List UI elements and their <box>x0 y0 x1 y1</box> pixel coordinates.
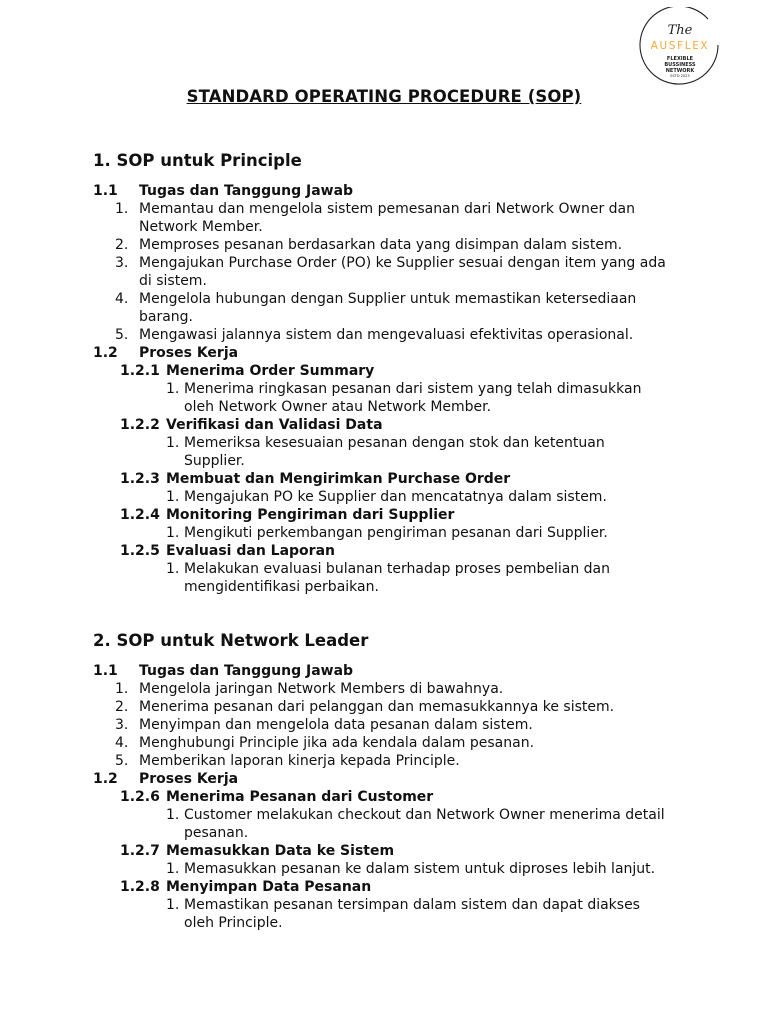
logo-line-3: NETWORK <box>665 68 695 74</box>
subsection-number: 1.1 <box>93 183 118 199</box>
step-label: Verifikasi dan Validasi Data <box>166 417 383 433</box>
step-number: 1.2.6 <box>120 789 160 805</box>
step-item <box>93 380 693 398</box>
item-number: 5. <box>115 753 129 769</box>
item-number: 4. <box>115 291 129 307</box>
step-item-continuation: pesanan. <box>184 825 249 841</box>
step-label: Menerima Pesanan dari Customer <box>166 789 434 805</box>
step-item <box>93 560 693 578</box>
item-text: Mengelola jaringan Network Members di bawahnya. <box>139 681 504 697</box>
step-number: 1.2.8 <box>120 879 160 895</box>
list-item <box>93 326 693 344</box>
subsection-heading <box>93 182 693 200</box>
list-item <box>93 716 693 734</box>
list-item <box>93 200 693 218</box>
subsection-heading <box>93 770 693 788</box>
item-text: Menyimpan dan mengelola data pesanan dalam sistem. <box>139 717 533 733</box>
step-heading <box>93 506 693 524</box>
item-number: 4. <box>115 735 129 751</box>
item-number: 1. <box>115 681 129 697</box>
step-number: 1.2.7 <box>120 843 160 859</box>
item-text: Melakukan evaluasi bulanan terhadap proses pembelian dan <box>184 561 611 577</box>
item-number: 1. <box>166 525 180 541</box>
section-principle <box>93 151 693 596</box>
step-item <box>93 488 693 506</box>
step-label: Menerima Order Summary <box>166 363 375 379</box>
item-number: 1. <box>166 897 180 913</box>
subsection-number: 1.2 <box>93 345 118 361</box>
item-text: Memasukkan pesanan ke dalam sistem untuk diproses lebih lanjut. <box>184 861 656 877</box>
step-heading <box>93 416 693 434</box>
list-item-continuation: barang. <box>139 309 194 325</box>
step-item-continuation: oleh Network Owner atau Network Member. <box>184 399 492 415</box>
item-text: Memberikan laporan kinerja kepada Principle. <box>139 753 460 769</box>
step-number: 1.2.4 <box>120 507 160 523</box>
step-number: 1.2.5 <box>120 543 160 559</box>
subsection-heading <box>93 662 693 680</box>
item-text: Mengawasi jalannya sistem dan mengevaluasi efektivitas operasional. <box>139 327 634 343</box>
item-text: Menerima pesanan dari pelanggan dan memasukkannya ke sistem. <box>139 699 615 715</box>
logo-brand-text: AUSFLEX <box>650 40 710 52</box>
item-number: 2. <box>115 237 129 253</box>
list-item <box>93 236 693 254</box>
subsection-label: Proses Kerja <box>139 771 239 787</box>
step-item <box>93 860 693 878</box>
item-text: Memastikan pesanan tersimpan dalam sistem dan dapat diakses <box>184 897 640 913</box>
logo-line-2: BUSSINESS <box>664 62 696 68</box>
item-text: Mengelola hubungan dengan Supplier untuk memastikan ketersediaan <box>139 291 637 307</box>
item-number: 1. <box>166 381 180 397</box>
item-number: 1. <box>166 861 180 877</box>
subsection-number: 1.1 <box>93 663 118 679</box>
step-item-continuation: Supplier. <box>184 453 245 469</box>
step-number: 1.2.3 <box>120 471 160 487</box>
item-number: 1. <box>166 435 180 451</box>
step-label: Menyimpan Data Pesanan <box>166 879 372 895</box>
step-item-continuation: mengidentifikasi perbaikan. <box>184 579 379 595</box>
section-heading: 1. SOP untuk Principle <box>93 151 302 170</box>
step-heading <box>93 878 693 896</box>
step-item <box>93 524 693 542</box>
item-text: Mengajukan Purchase Order (PO) ke Supplier sesuai dengan item yang ada <box>139 255 666 271</box>
step-item <box>93 434 693 452</box>
step-label: Evaluasi dan Laporan <box>166 543 335 559</box>
list-item <box>93 698 693 716</box>
step-heading <box>93 788 693 806</box>
subsection-label: Tugas dan Tanggung Jawab <box>139 663 354 679</box>
document-title: STANDARD OPERATING PROCEDURE (SOP) <box>186 87 582 106</box>
step-item <box>93 896 693 914</box>
list-item-continuation: Network Member. <box>139 219 263 235</box>
subsection-heading <box>93 344 693 362</box>
step-label: Membuat dan Mengirimkan Purchase Order <box>166 471 511 487</box>
list-item-continuation: di sistem. <box>139 273 207 289</box>
item-text: Mengikuti perkembangan pengiriman pesanan dari Supplier. <box>184 525 608 541</box>
step-heading <box>93 470 693 488</box>
item-text: Customer melakukan checkout dan Network Owner menerima detail <box>184 807 665 823</box>
section-heading: 2. SOP untuk Network Leader <box>93 631 369 650</box>
section-network-leader <box>93 631 693 932</box>
step-label: Memasukkan Data ke Sistem <box>166 843 395 859</box>
item-text: Menerima ringkasan pesanan dari sistem yang telah dimasukkan <box>184 381 642 397</box>
step-item-continuation: oleh Principle. <box>184 915 283 931</box>
list-item <box>93 734 693 752</box>
item-number: 1. <box>166 807 180 823</box>
item-number: 5. <box>115 327 129 343</box>
step-number: 1.2.2 <box>120 417 160 433</box>
logo-line-1: FLEXIBLE <box>666 56 694 62</box>
item-text: Mengajukan PO ke Supplier dan mencatatnya dalam sistem. <box>184 489 607 505</box>
list-item <box>93 680 693 698</box>
step-number: 1.2.1 <box>120 363 160 379</box>
subsection-number: 1.2 <box>93 771 118 787</box>
item-number: 2. <box>115 699 129 715</box>
step-heading <box>93 542 693 560</box>
ausflex-logo <box>638 7 722 91</box>
list-item <box>93 254 693 272</box>
item-text: Memproses pesanan berdasarkan data yang disimpan dalam sistem. <box>139 237 623 253</box>
logo-script-text: The <box>667 23 693 38</box>
logo-line-4: ESTD 2023 <box>670 74 690 78</box>
item-number: 3. <box>115 717 129 733</box>
item-number: 1. <box>115 201 129 217</box>
step-heading <box>93 362 693 380</box>
item-number: 1. <box>166 489 180 505</box>
subsection-label: Proses Kerja <box>139 345 239 361</box>
step-item <box>93 806 693 824</box>
step-label: Monitoring Pengiriman dari Supplier <box>166 507 455 523</box>
item-number: 3. <box>115 255 129 271</box>
step-heading <box>93 842 693 860</box>
item-text: Memeriksa kesesuaian pesanan dengan stok dan ketentuan <box>184 435 605 451</box>
item-text: Menghubungi Principle jika ada kendala dalam pesanan. <box>139 735 535 751</box>
list-item <box>93 290 693 308</box>
subsection-label: Tugas dan Tanggung Jawab <box>139 183 354 199</box>
item-number: 1. <box>166 561 180 577</box>
list-item <box>93 752 693 770</box>
item-text: Memantau dan mengelola sistem pemesanan dari Network Owner dan <box>139 201 635 217</box>
